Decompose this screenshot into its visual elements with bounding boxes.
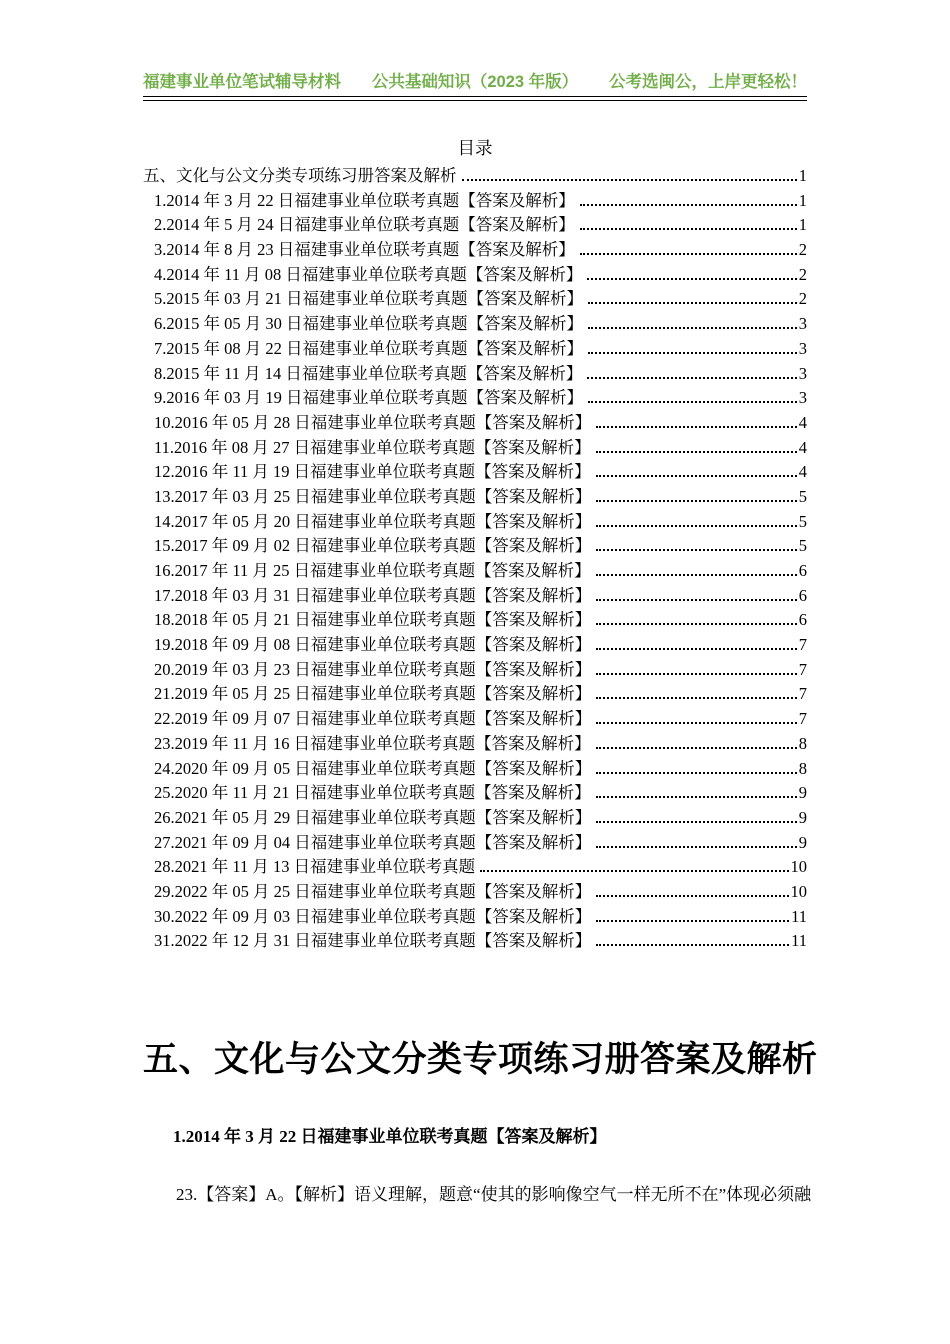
- toc-entry[interactable]: [143, 510, 807, 535]
- toc-entry[interactable]: [143, 633, 807, 658]
- toc-leader-dots: [587, 278, 796, 280]
- toc-entry[interactable]: [143, 534, 807, 559]
- toc-page-number: 5: [798, 511, 807, 531]
- toc-leader-dots: [596, 574, 797, 576]
- toc-entry[interactable]: [143, 460, 807, 485]
- toc-entry-label: 3.2014 年 8 月 23 日福建事业单位联考真题【答案及解析】: [154, 240, 575, 260]
- section-body-text: 23.【答案】A。【解析】语义理解，题意“使其的影响像空气一样无所不在”体现必须融: [176, 1185, 812, 1204]
- toc-page-number: 6: [798, 561, 807, 580]
- toc-entry[interactable]: [143, 559, 807, 584]
- toc-title: 目录: [457, 138, 493, 158]
- toc-page-number: 3: [798, 314, 807, 334]
- toc-entry[interactable]: [143, 189, 807, 214]
- toc-entry-label: 17.2018 年 03 月 31 日福建事业单位联考真题【答案及解析】: [154, 585, 592, 605]
- page-header: [143, 0, 807, 92]
- section-heading: 五、文化与公文分类专项练习册答案及解析: [143, 1040, 818, 1079]
- toc-entry-label: 31.2022 年 12 月 31 日福建事业单位联考真题【答案及解析】: [154, 931, 592, 951]
- toc-entry[interactable]: [143, 584, 807, 609]
- header-right-text: 公考选闽公，上岸更轻松！: [608, 73, 807, 91]
- toc-leader-dots: [596, 846, 797, 848]
- toc-page-number: 8: [798, 733, 807, 753]
- toc-page-number: 6: [798, 585, 807, 605]
- toc-entry-label: 23.2019 年 11 月 16 日福建事业单位联考真题【答案及解析】: [154, 733, 591, 753]
- toc-entry[interactable]: [143, 732, 807, 757]
- toc-leader-dots: [596, 599, 797, 601]
- toc-leader-dots: [588, 327, 797, 329]
- toc-entry-label: 26.2021 年 05 月 29 日福建事业单位联考真题【答案及解析】: [154, 807, 592, 827]
- toc-leader-dots: [596, 549, 797, 551]
- toc-page-number: 2: [798, 240, 807, 260]
- toc-leader-dots: [462, 179, 797, 181]
- toc-entry-label: 5.2015 年 03 月 21 日福建事业单位联考真题【答案及解析】: [154, 289, 583, 309]
- toc-entry[interactable]: [143, 337, 807, 362]
- toc-leader-dots: [588, 401, 797, 403]
- toc-leader-dots: [596, 772, 797, 774]
- toc-entry-label: 21.2019 年 05 月 25 日福建事业单位联考真题【答案及解析】: [154, 684, 592, 704]
- toc-entry-label: 11.2016 年 08 月 27 日福建事业单位联考真题【答案及解析】: [154, 437, 591, 457]
- toc-entry[interactable]: [143, 485, 807, 510]
- toc-page-number: 4: [798, 462, 807, 482]
- toc-page-number: 5: [798, 536, 807, 556]
- toc-page-number: 1: [798, 190, 807, 210]
- toc-entry-label: 6.2015 年 05 月 30 日福建事业单位联考真题【答案及解析】: [154, 314, 583, 334]
- toc-leader-dots: [588, 302, 797, 304]
- header-center-text: 公共基础知识（2023 年版）: [371, 73, 579, 91]
- toc-leader-dots: [588, 352, 797, 354]
- toc-entry-label: 22.2019 年 09 月 07 日福建事业单位联考真题【答案及解析】: [154, 709, 592, 729]
- toc-page-number: 3: [798, 388, 807, 408]
- header-divider: [143, 96, 807, 101]
- toc-entry[interactable]: [143, 757, 807, 782]
- toc-page-number: 4: [798, 437, 807, 457]
- toc-leader-dots: [596, 722, 797, 724]
- toc-leader-dots: [580, 228, 797, 230]
- toc-page-number: 9: [798, 807, 807, 827]
- toc-entry-label: 19.2018 年 09 月 08 日福建事业单位联考真题【答案及解析】: [154, 635, 592, 655]
- toc-entry-label: 15.2017 年 09 月 02 日福建事业单位联考真题【答案及解析】: [154, 536, 592, 556]
- toc-entry[interactable]: [143, 806, 807, 831]
- toc-page-number: 10: [790, 881, 807, 901]
- toc-entry[interactable]: [143, 831, 807, 856]
- toc-leader-dots: [596, 426, 797, 428]
- toc-page-number: 7: [798, 659, 807, 679]
- toc-entry[interactable]: [143, 312, 807, 337]
- toc-leader-dots: [596, 944, 789, 946]
- toc-entry[interactable]: [143, 658, 807, 683]
- toc-page-number: 11: [791, 931, 807, 951]
- toc-page-number: 6: [798, 610, 807, 630]
- toc-leader-dots: [596, 796, 797, 798]
- toc-entry[interactable]: [143, 682, 807, 707]
- toc-entry-label: 10.2016 年 05 月 28 日福建事业单位联考真题【答案及解析】: [154, 412, 592, 432]
- toc-leader-dots: [596, 475, 797, 477]
- toc-entry-label: 7.2015 年 08 月 22 日福建事业单位联考真题【答案及解析】: [154, 338, 583, 358]
- toc-entry-label: 16.2017 年 11 月 25 日福建事业单位联考真题【答案及解析】: [154, 561, 591, 580]
- toc-leader-dots: [596, 623, 797, 625]
- toc-list: [143, 164, 807, 954]
- toc-entry[interactable]: [143, 238, 807, 263]
- toc-leader-dots: [596, 500, 797, 502]
- header-left-text: 福建事业单位笔试辅导材料: [143, 73, 341, 91]
- toc-entry-label: 27.2021 年 09 月 04 日福建事业单位联考真题【答案及解析】: [154, 832, 592, 852]
- toc-entry-label: 20.2019 年 03 月 23 日福建事业单位联考真题【答案及解析】: [154, 659, 592, 679]
- toc-page-number: 7: [798, 684, 807, 704]
- toc-page-number: 5: [798, 486, 807, 506]
- toc-entry[interactable]: [143, 213, 807, 238]
- toc-entry-label: 29.2022 年 05 月 25 日福建事业单位联考真题【答案及解析】: [154, 881, 592, 901]
- toc-entry[interactable]: [143, 362, 807, 387]
- toc-entry-label: 8.2015 年 11 月 14 日福建事业单位联考真题【答案及解析】: [154, 363, 583, 383]
- toc-entry[interactable]: [143, 608, 807, 633]
- toc-entry[interactable]: [143, 905, 807, 930]
- toc-entry[interactable]: [143, 781, 807, 806]
- toc-entry[interactable]: [143, 287, 807, 312]
- toc-leader-dots: [596, 525, 797, 527]
- toc-leader-dots: [580, 253, 797, 255]
- toc-entry[interactable]: [143, 855, 807, 880]
- toc-entry-label: 4.2014 年 11 月 08 日福建事业单位联考真题【答案及解析】: [154, 264, 583, 284]
- toc-leader-dots: [596, 673, 797, 675]
- toc-entry-label: 13.2017 年 03 月 25 日福建事业单位联考真题【答案及解析】: [154, 486, 592, 506]
- toc-page-number: 7: [798, 709, 807, 729]
- toc-entry-label: 五、文化与公文分类专项练习册答案及解析: [143, 166, 457, 185]
- section-subheading: 1.2014 年 3 月 22 日福建事业单位联考真题【答案及解析】: [173, 1127, 607, 1146]
- toc-page-number: 3: [798, 363, 807, 383]
- toc-entry[interactable]: [143, 386, 807, 411]
- toc-leader-dots: [596, 747, 797, 749]
- toc-entry[interactable]: [143, 263, 807, 288]
- toc-entry-label: 18.2018 年 05 月 21 日福建事业单位联考真题【答案及解析】: [154, 610, 592, 630]
- toc-leader-dots: [480, 870, 788, 872]
- toc-page-number: 9: [798, 832, 807, 852]
- toc-page-number: 1: [798, 166, 807, 185]
- toc-leader-dots: [596, 920, 789, 922]
- toc-leader-dots: [580, 204, 797, 206]
- toc-page-number: 3: [798, 338, 807, 358]
- toc-entry-label: 28.2021 年 11 月 13 日福建事业单位联考真题: [154, 857, 476, 877]
- toc-entry-label: 2.2014 年 5 月 24 日福建事业单位联考真题【答案及解析】: [154, 215, 575, 235]
- toc-leader-dots: [596, 821, 797, 823]
- toc-leader-dots: [596, 895, 788, 897]
- toc-page-number: 9: [798, 783, 807, 803]
- toc-entry-label: 14.2017 年 05 月 20 日福建事业单位联考真题【答案及解析】: [154, 511, 592, 531]
- toc-entry[interactable]: [143, 436, 807, 461]
- toc-entry[interactable]: [143, 164, 807, 189]
- toc-entry-label: 30.2022 年 09 月 03 日福建事业单位联考真题【答案及解析】: [154, 906, 592, 926]
- toc-entry-label: 24.2020 年 09 月 05 日福建事业单位联考真题【答案及解析】: [154, 758, 592, 778]
- toc-entry-label: 1.2014 年 3 月 22 日福建事业单位联考真题【答案及解析】: [154, 190, 575, 210]
- toc-leader-dots: [596, 648, 797, 650]
- toc-leader-dots: [596, 697, 797, 699]
- toc-entry[interactable]: [143, 880, 807, 905]
- toc-leader-dots: [596, 451, 797, 453]
- toc-page-number: 8: [798, 758, 807, 778]
- toc-entry-label: 25.2020 年 11 月 21 日福建事业单位联考真题【答案及解析】: [154, 783, 591, 803]
- toc-entry-label: 9.2016 年 03 月 19 日福建事业单位联考真题【答案及解析】: [154, 388, 583, 408]
- toc-page-number: 7: [798, 635, 807, 655]
- toc-page-number: 11: [791, 906, 807, 926]
- toc-entry[interactable]: [143, 707, 807, 732]
- toc-entry-label: 12.2016 年 11 月 19 日福建事业单位联考真题【答案及解析】: [154, 462, 591, 482]
- toc-page-number: 1: [798, 215, 807, 235]
- toc-entry[interactable]: [143, 411, 807, 436]
- toc-page-number: 2: [798, 289, 807, 309]
- toc-page-number: 4: [798, 412, 807, 432]
- toc-leader-dots: [587, 377, 796, 379]
- toc-page-number: 2: [798, 264, 807, 284]
- toc-page-number: 10: [790, 857, 807, 877]
- toc-entry[interactable]: [143, 929, 807, 954]
